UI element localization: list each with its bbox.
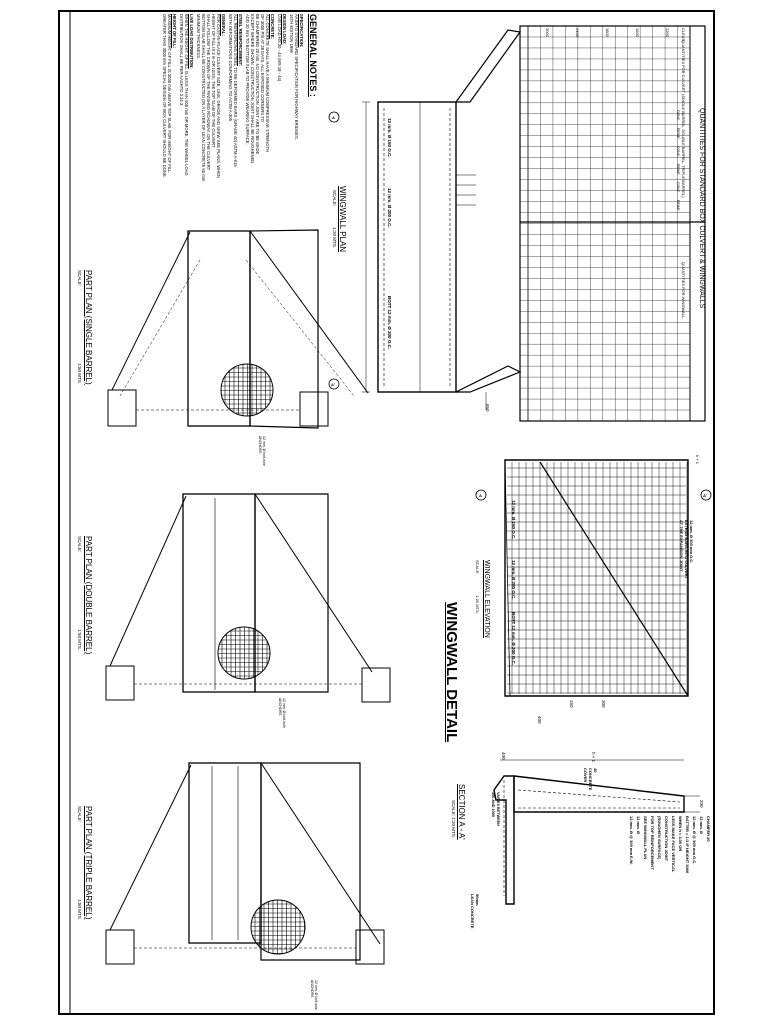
general-notes xyxy=(162,14,318,181)
notes-section-title: SPECIFICATION: xyxy=(299,14,304,48)
elev-note-2: EXTEND BARS INTO CULVERT xyxy=(684,520,689,579)
notes-line: BOTTOM SLAB SHALL BE CONSTRUCTED ON A LAYER OF LEAN CONCRETE 50 mm xyxy=(201,14,206,182)
notes-line: MAXIMUM HEIGHT OF FILL IS 3000 mm ABOVE TOP SLAB. FOR HEIGHT OF FILL xyxy=(167,14,172,173)
sec-cover-1: 40 xyxy=(593,768,598,773)
wingwall-plan-scale xyxy=(332,190,337,248)
part-plan-triple-title xyxy=(84,806,93,919)
part-plan-double-grille xyxy=(218,627,270,679)
notes-line: HEIGHT OF FILL IS 2 m OR LESS, THE TOP SLAB OF THE CULVERT xyxy=(211,14,216,148)
wingwall-plan-title-text: WINGWALL PLAN xyxy=(338,186,347,253)
section-aa-scale: SCALE: 1:20 MTS. xyxy=(451,800,456,839)
sec-dim-400: 400 xyxy=(501,752,506,760)
elev-callout-3: BOTT 12 mm. Ø 200 O.C. xyxy=(511,612,516,666)
part-plan-triple-scale xyxy=(77,806,82,920)
notes-line: BE CHAMFERED 20 mm. NO CONSTRUCTION JOINT ARE TO BE MADE xyxy=(255,14,260,155)
elev-callout-1: 12 mm. Ø 150 O.C. xyxy=(511,500,516,540)
section-marker-elev-left-label: A xyxy=(479,493,482,498)
sec-lean-2: LEAN CONCRETE xyxy=(470,894,475,929)
part-plan-single-drawing xyxy=(108,230,368,428)
wingwall-plan-scale-value: 1:20 MTS. xyxy=(332,227,337,249)
part-plan-triple-title-text: PART PLAN (TRIPLE BARREL) xyxy=(84,806,93,920)
qty-span-label: 1500 xyxy=(635,28,640,37)
part-plan-triple-grille xyxy=(251,900,305,954)
pp-note-double-1: 12 mm. Ø bolt-hole xyxy=(282,698,286,728)
wingwall-elevation-scale xyxy=(475,560,480,614)
section-marker-plan-top-label: A xyxy=(332,115,335,120)
pp-note-triple-2: ANCHORS xyxy=(310,980,314,998)
sec-bar-1: 12 mm. Ø xyxy=(699,816,704,835)
wingwall-plan-title xyxy=(338,186,347,252)
qty-unit-label: CONC. xyxy=(676,146,680,158)
wingwall-elevation-drawing xyxy=(505,460,688,696)
notes-line: SHALL FOLLOW THE CROWN OF THE FINISHED ROADWAY. ON THE CULVERT xyxy=(206,14,211,171)
notes-line: GREATER THAN 3000 mm SPECIAL DESIGN OF BOX CULVERT SHOULD BE DONE. xyxy=(162,14,167,178)
elev-dim-top: h + 1 xyxy=(695,455,700,465)
quantities-title: QUANTITIES FOR STANDARD BOX CULVERT & WINGWALLS xyxy=(698,108,705,309)
quantities-sub-wingwall: QUANTITIES FOR WINGWALL xyxy=(681,262,686,319)
general-notes-body xyxy=(162,14,304,181)
notes-section-title: DESIGN LOAD: xyxy=(282,14,287,45)
part-plan-single-grille xyxy=(221,364,273,416)
section-aa-title xyxy=(457,784,466,840)
part-plan-double-scale-label: SCALE: xyxy=(77,536,82,553)
general-notes-heading: GENERAL NOTES : xyxy=(308,14,318,97)
part-plan-double-scale xyxy=(77,536,82,650)
plan-dim-650: 650 xyxy=(485,404,490,412)
qty-unit-label: REINF. xyxy=(676,200,680,212)
notes-line: ALL CONCRETE SHALL HAVE A MINIMUM COMPRESSIVE STRENGTH xyxy=(265,14,270,153)
wingwall-elevation-title-text: WINGWALL ELEVATION xyxy=(483,560,490,638)
sec-batter-1: BATTER = 1:3 IF HEIGHT 3000 xyxy=(685,816,690,874)
wingwall-elevation-scale-label: SCALE: xyxy=(475,560,480,575)
part-plan-single-scale-value: 1:50 MTS. xyxy=(77,363,82,385)
notes-line: ADD 20 mm TO BOTTOM SLAB TO PROVIDE WEARING SURFACE. xyxy=(245,14,250,145)
pp-note-double xyxy=(278,698,286,728)
sec-bar-4: 12 mm. Ø @ 300 mm E.W. xyxy=(629,816,634,865)
notes-section-title: HEIGHT OF FILL: xyxy=(172,14,177,49)
part-plan-triple-drawing xyxy=(106,763,384,964)
part-plan-single-title xyxy=(84,270,93,385)
notes-line: EXCEPT WHERE SHOWN. CONSTRUCTION JOINT SHALL BE ROUGHENED. xyxy=(250,14,255,165)
qty-unit-label: REINF. xyxy=(676,164,680,176)
elev-dim-300: 300 xyxy=(601,700,606,708)
elev-note-1: 12 mm. Ø 300 mm O.C. xyxy=(689,520,694,564)
qty-unit-label: CONC. xyxy=(676,110,680,122)
sec-bar-2: 12 mm. Ø @ 300 mm O.C. xyxy=(692,816,697,865)
qty-span-label: 3000 xyxy=(545,28,550,37)
notes-line: MINIMUM THICKNESS. xyxy=(196,14,201,60)
sec-varies-1: VARIES BETWEEN xyxy=(496,792,500,826)
pp-note-single-2: ANCHORS xyxy=(258,436,262,454)
elev-callout-2: 12 mm. Ø 200 O.C. xyxy=(511,560,516,600)
sec-dim-200: 200 xyxy=(699,800,704,808)
elev-dim-400: 400 xyxy=(537,716,542,724)
elev-note xyxy=(679,520,694,579)
notes-line: WHEN THE HEIGHT OF FILL IS LESS THAN 600 mm OR MORE, THE WHEEL LOAD xyxy=(184,14,189,176)
section-callouts xyxy=(628,816,712,873)
sec-lean-1: 50mm xyxy=(475,894,480,906)
sec-cover-2: CONCRETE xyxy=(588,768,593,791)
section-marker-elev-right-label: A' xyxy=(703,493,707,498)
pp-note-double-2: ANCHORS xyxy=(278,698,282,716)
part-plan-single-title-text: PART PLAN (SINGLE BARREL) xyxy=(84,270,93,385)
sec-batter-3: LESS MAKE FACE VERTICAL xyxy=(671,816,676,873)
section-aa-title-text: SECTION A - A' xyxy=(457,784,466,840)
pp-note-triple xyxy=(310,980,318,1010)
qty-unit-label: CONC. xyxy=(676,182,680,194)
plan-callout-3: BOTT 12 mm. Ø 200 O.C. xyxy=(387,296,392,350)
part-plan-double-drawing xyxy=(106,494,390,702)
qty-span-label: 1200 xyxy=(665,28,670,37)
sec-joint-2: (ROUGHEN SURFACE) xyxy=(657,816,662,860)
elev-note-3: AT THE EXPANSION JOINT xyxy=(679,520,684,572)
sec-reinf-1: FOR TOP REINFORCEMENT xyxy=(650,816,655,870)
notes-line: AASHTO STANDARD SPECIFICATION FOR HIGHWAY BRIDGES, xyxy=(294,14,299,140)
plan-callout-2: 12 mm. Ø 200 O.C. xyxy=(387,188,392,228)
qty-col-header: CLEAR xyxy=(681,28,686,42)
notes-line: OF 3000 PSI AT 28 DAYS. ALL EXPOSED CORNERS TO xyxy=(260,14,265,122)
notes-section-title: LIVE LOAD DISTRIBUTION: xyxy=(189,14,194,69)
notes-line: LIVE LOAD HS 20 - 44 (MS 18 - 44) xyxy=(277,14,282,82)
elev-dim-150: 150 xyxy=(569,700,574,708)
notes-section-title: GENERAL: xyxy=(221,14,226,36)
sec-cover xyxy=(583,768,598,790)
notes-line: 16TH EDITION 1996 xyxy=(289,14,294,53)
wingwall-elevation-scale-value: 1:20 MTS. xyxy=(475,595,480,614)
wingwall-plan-drawing xyxy=(362,30,520,410)
sec-varies xyxy=(490,792,500,826)
wingwall-plan-scale-label: SCALE: xyxy=(332,190,337,207)
sec-varies-2: 300 AND 1000 xyxy=(491,792,495,817)
plan-callout-1: 12 mm. Ø 150 O.C. xyxy=(387,118,392,158)
pp-note-single-1: 12 mm. Ø bolt-hole xyxy=(262,436,266,466)
sec-reinf-2: SEE WINGWALL PLAN xyxy=(643,816,648,860)
notes-section-title: CONCRETE: xyxy=(270,14,275,39)
part-plan-single-scale-label: SCALE: xyxy=(77,270,82,287)
section-marker-plan-bottom-label: A' xyxy=(331,382,335,387)
sec-joint-1: CONSTRUCTION JOINT xyxy=(664,816,669,862)
part-plan-single-scale xyxy=(77,270,82,384)
sheet-title: WINGWALL DETAIL xyxy=(443,602,460,743)
part-plan-double-scale-value: 1:50 MTS. xyxy=(77,629,82,651)
part-plan-double-title xyxy=(84,536,93,654)
sec-dim-h1: h + 1 xyxy=(591,752,596,763)
sec-cover-3: COVER xyxy=(583,768,588,783)
sec-chamfer: CHAMFER 20 xyxy=(706,816,711,842)
qty-unit-label: REINF. xyxy=(676,128,680,140)
notes-line: ALL REINFORCING STEEL TO BE DEFORMED BARS (GRADE 40) ASTM A-615 xyxy=(233,14,238,167)
quantities-sub-culvert: QUANTITIES FOR CULVERT (SINGLE BARREL, DOUBLE BARREL, TRIPLE BARREL) xyxy=(681,40,686,198)
pp-note-single xyxy=(258,436,266,466)
quantities-table xyxy=(520,26,705,421)
sec-lean xyxy=(470,894,480,928)
sec-bar-3: 12 mm. Ø xyxy=(636,816,641,835)
notes-line: WITH DEFORMATIONS CONFORMING TO ASTM A-305 xyxy=(228,14,233,122)
notes-section-title: STEEL REINFORCEMENT: xyxy=(238,14,243,67)
part-plan-triple-scale-label: SCALE: xyxy=(77,806,82,823)
notes-line: DISTRIBUTION SHALL BE PER AASHTO 3.24.3. xyxy=(179,14,184,107)
qty-span-label: 2400 xyxy=(575,28,580,37)
pp-note-triple-1: 12 mm. Ø bolt-hole xyxy=(314,980,318,1010)
notes-line: FOR CAST-IN-PLACE CULVERT SIZE, LINE, GRADE AND SKEW SEE PLANS. WHEN xyxy=(216,14,221,179)
sec-batter-2: WHEN h < 3.00 OR xyxy=(678,816,683,852)
part-plan-double-title-text: PART PLAN (DOUBLE BARREL) xyxy=(84,536,93,655)
part-plan-triple-scale-value: 1:50 MTS. xyxy=(77,899,82,921)
wingwall-elevation-title xyxy=(483,560,490,638)
qty-span-label: 1800 xyxy=(605,28,610,37)
